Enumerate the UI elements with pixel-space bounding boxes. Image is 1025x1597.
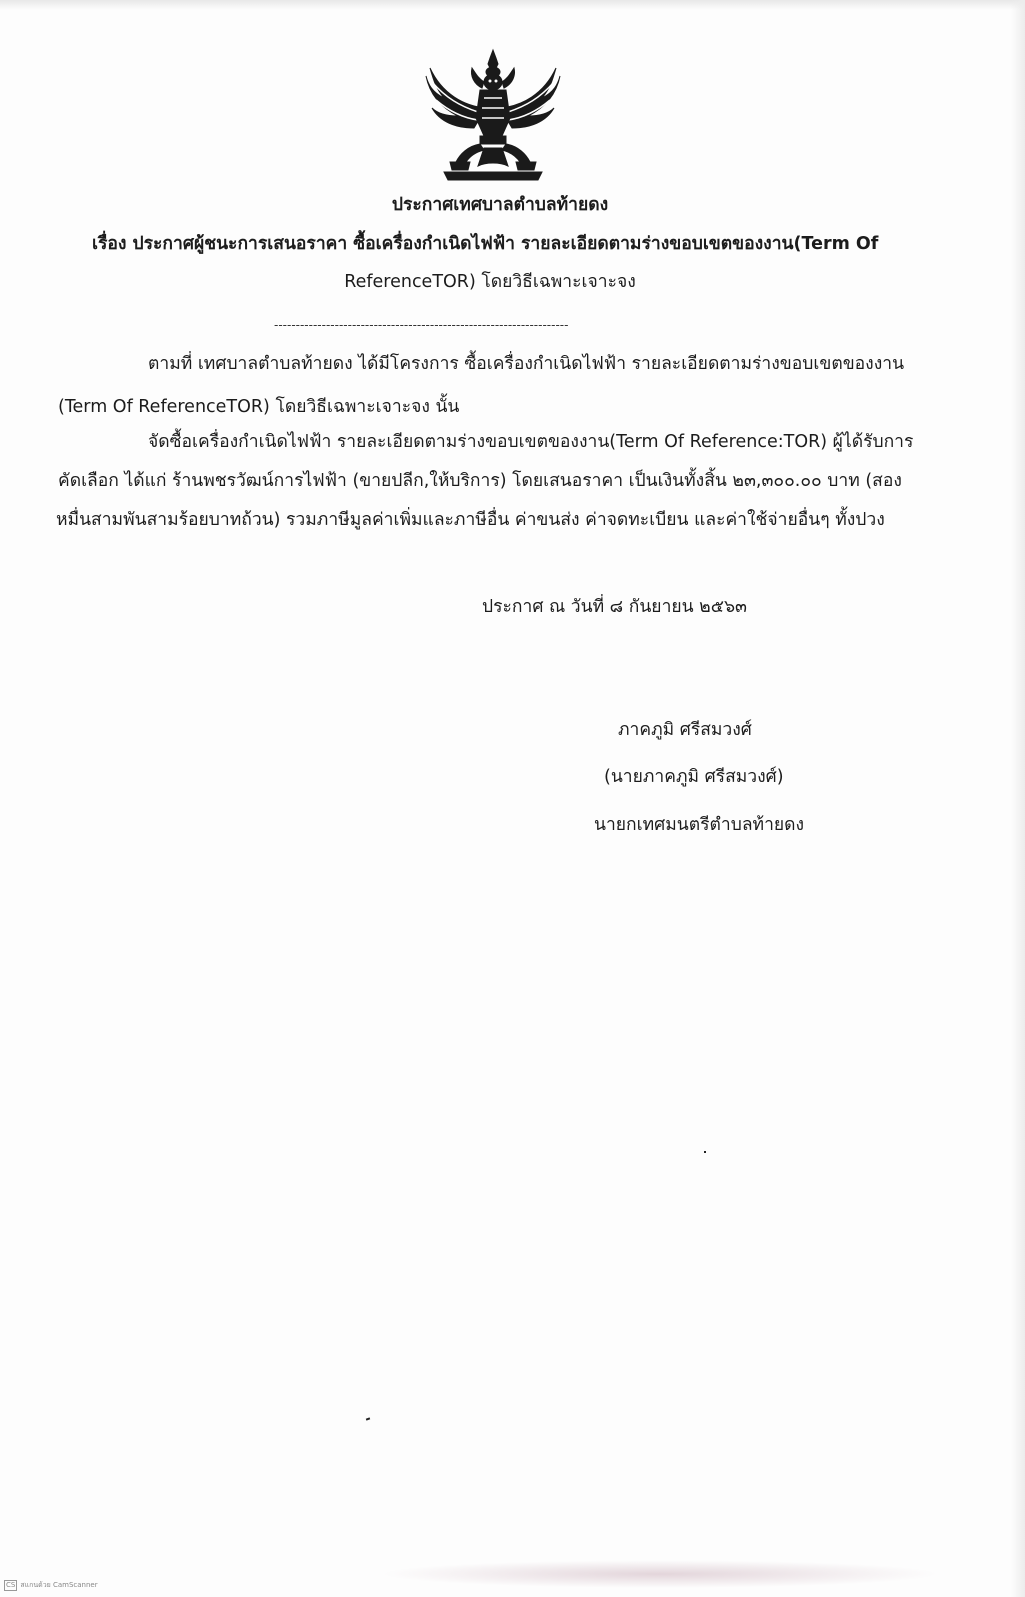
paragraph-2-line-1: จัดซื้อเครื่องกำเนิดไฟฟ้า รายละเอียดตามร่างขอบเขตของงาน(Term Of Reference:TOR) ผู้ได้รับการ bbox=[148, 432, 914, 452]
paragraph-1-line-2: (Term Of ReferenceTOR) โดยวิธีเฉพาะเจาะจง นั้น bbox=[58, 397, 460, 417]
announcement-title: ประกาศเทศบาลตำบลท้ายดง bbox=[391, 195, 609, 215]
paragraph-2-line-3: หมื่นสามพันสามร้อยบาทถ้วน) รวมภาษีมูลค่าเพิ่มและภาษีอื่น ค่าขนส่ง ค่าจดทะเบียน และค่าใช้จ่ายอื่นๆ ทั้งปวง bbox=[56, 510, 885, 530]
paragraph-2-line-2: คัดเลือก ได้แก่ ร้านพชรวัฒน์การไฟฟ้า (ขายปลีก,ให้บริการ) โดยเสนอราคา เป็นเงินทั้งสิ้น ๒๓,๓๐๐.๐๐ บาท (สอง bbox=[58, 471, 902, 491]
scan-smudge bbox=[380, 1560, 940, 1588]
stray-mark bbox=[366, 1417, 370, 1420]
scanner-watermark bbox=[4, 1580, 98, 1591]
scan-top-shadow bbox=[0, 0, 1025, 10]
camscanner-logo-icon: CS bbox=[6, 1581, 16, 1589]
garuda-emblem-icon bbox=[424, 48, 562, 182]
header-divider: -------------------------------------------------------------------- bbox=[274, 318, 569, 332]
paragraph-1-line-1: ตามที่ เทศบาลตำบลท้ายดง ได้มีโครงการ ซื้อเครื่องกำเนิดไฟฟ้า รายละเอียดตามร่างขอบเขตของงาน bbox=[148, 354, 905, 374]
signer-position: นายกเทศมนตรีตำบลท้ายดง bbox=[594, 815, 805, 835]
announcement-date: ประกาศ ณ วันที่ ๘ กันยายน ๒๕๖๓ bbox=[482, 597, 748, 617]
scanner-text: สแกนด้วย CamScanner bbox=[20, 1581, 98, 1589]
stray-mark bbox=[704, 1151, 706, 1153]
subject-line-2: ReferenceTOR) โดยวิธีเฉพาะเจาะจง bbox=[344, 272, 636, 292]
signature-name: ภาคภูมิ ศรีสมวงศ์ bbox=[618, 720, 752, 740]
printed-name: (นายภาคภูมิ ศรีสมวงศ์) bbox=[604, 767, 784, 787]
subject-line-1: เรื่อง ประกาศผู้ชนะการเสนอราคา ซื้อเครื่องกำเนิดไฟฟ้า รายละเอียดตามร่างขอบเขตของงาน(Term Of bbox=[92, 234, 879, 254]
scan-right-shadow bbox=[1011, 0, 1025, 1597]
